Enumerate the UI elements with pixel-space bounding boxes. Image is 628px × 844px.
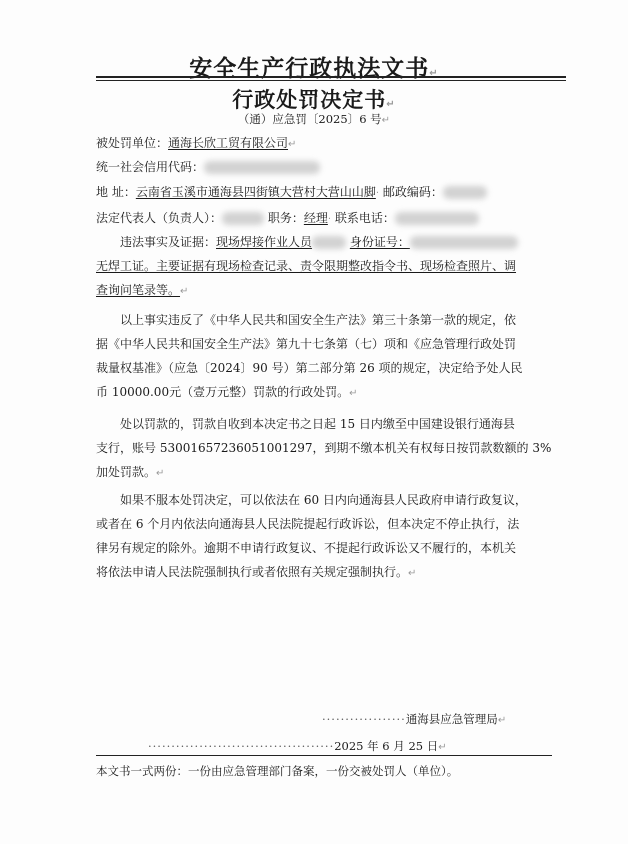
title-rule-thin <box>96 80 566 81</box>
redacted-phone <box>395 212 479 225</box>
redacted-worker-name <box>312 236 346 249</box>
legal-basis-paragraph: 以上事实违反了《中华人民共和国安全生产法》第三十条第一款的规定，依 据《中华人民共和国安全生产法》第九十七条第（七）项和《应急管理行政处罚 裁量权基准》（应急〔2024〕90 号）第二部分第 26 项的规定，决定给予处人民 币 10000.00元（壹万元整）罚款的行政处罚。↵ <box>96 313 523 399</box>
party-value: 通海长欣工贸有限公司 <box>168 136 289 150</box>
footer-note: 本文书一式两份：一份由应急管理部门备案，一份交被处罚人（单位）。 <box>96 764 459 778</box>
legal-rep-label: 法定代表人（负责人）： <box>96 211 223 225</box>
document-title: 安全生产行政执法文书↵ <box>189 55 439 82</box>
party-line: 被处罚单位：通海长欣工贸有限公司↵ <box>96 136 297 150</box>
document-number: （通）应急罚〔2025〕6 号↵ <box>237 112 391 126</box>
issuing-authority: ··················通海县应急管理局↵ <box>322 712 507 726</box>
legal-rep-line: 法定代表人（负责人）： 职务：经理· 联系电话： <box>96 209 479 226</box>
issue-date: ········································2025 年 6 月 25 日↵ <box>148 739 447 753</box>
credit-code-label: 统一社会信用代码： <box>96 160 205 174</box>
address-value: 云南省玉溪市通海县四街镇大营村大营山山脚 <box>135 185 376 199</box>
redacted-credit-code <box>204 161 320 174</box>
address-line: 地 址：云南省玉溪市通海县四街镇大营村大营山山脚· 邮政编码： <box>96 183 487 200</box>
appeal-paragraph: 如果不服本处罚决定，可以依法在 60 日内向通海县人民政府申请行政复议， 或者在 6 个月内依法向通海县人民法院提起行政诉讼，但本决定不停止执行，法 律另有规定的除外。逾期不申请行政复议、不提起行政诉讼又不履行的，本机关 将依法申请人民法院强制执行或者依照有关规定强制执行。↵ <box>96 493 527 579</box>
phone-label: 联系电话： <box>334 211 395 225</box>
payment-paragraph: 处以罚款的，罚款自收到本决定书之日起 15 日内缴至中国建设银行通海县 支行，账号 53001657236051001297，到期不缴本机关有权每日按罚款数额的 3% 加处罚款。↵ <box>96 417 552 479</box>
facts-label: 违法事实及证据： <box>120 235 217 249</box>
credit-code-line <box>96 158 320 175</box>
position-label: 职务： <box>267 211 304 225</box>
redacted-id-number <box>410 236 518 249</box>
postcode-label: 邮政编码： <box>382 185 443 199</box>
facts-paragraph: 违法事实及证据：现场焊接作业人员 身份证号： 无焊工证。主要证据有现场检查记录、责令限期整改指令书、现场检查照片、调 查询问笔录等。↵ <box>96 235 517 297</box>
address-label: 地 址： <box>96 185 136 199</box>
redacted-legal-rep <box>222 212 264 225</box>
party-label: 被处罚单位： <box>96 136 169 150</box>
position-value: 经理 <box>303 211 328 225</box>
title-rule-thick <box>96 76 566 78</box>
redacted-postcode <box>443 186 487 199</box>
document-subtitle: 行政处罚决定书↵ <box>232 87 396 112</box>
footer-rule <box>96 755 552 756</box>
